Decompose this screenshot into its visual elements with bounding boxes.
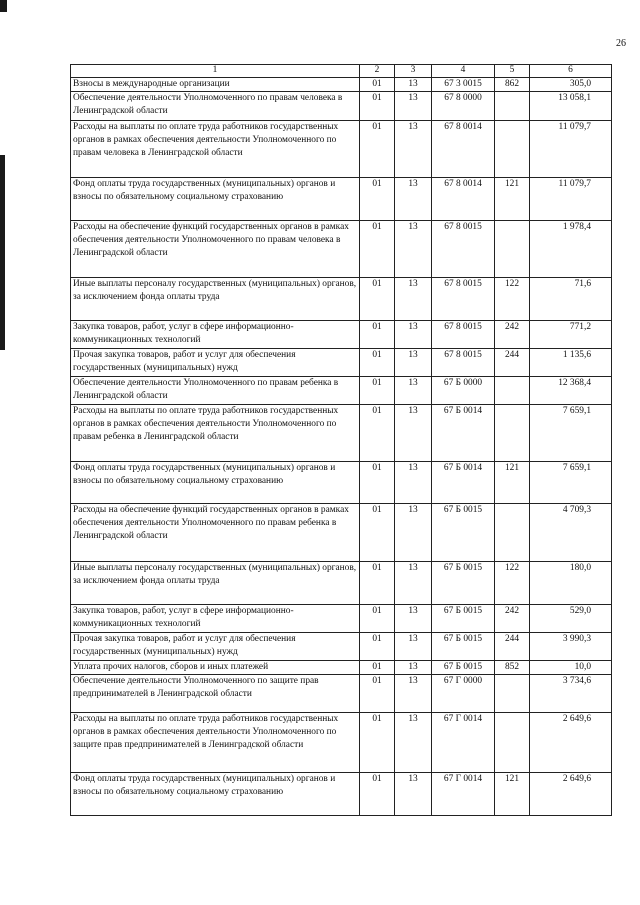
row-expense-type: 121 [495, 178, 530, 221]
table-row [71, 661, 612, 675]
row-name: Иные выплаты персоналу государственных (муниципальных) органов, за исключением фонда оплаты труда [71, 278, 360, 321]
row-expense-type: 121 [495, 462, 530, 504]
row-article: 67 8 0000 [432, 92, 495, 121]
column-number-header: 5 [495, 65, 530, 78]
row-expense-type [495, 121, 530, 178]
row-sum: 12 368,4 [530, 377, 612, 405]
row-article: 67 Г 0014 [432, 773, 495, 816]
row-name: Обеспечение деятельности Уполномоченного по правам человека в Ленинградской области [71, 92, 360, 121]
row-section: 01 [360, 121, 395, 178]
row-subsection: 13 [395, 278, 432, 321]
row-expense-type [495, 221, 530, 278]
column-number-header: 2 [360, 65, 395, 78]
row-section: 01 [360, 78, 395, 92]
row-sum: 529,0 [530, 605, 612, 633]
table-row [71, 713, 612, 773]
scan-edge-mark [0, 0, 7, 12]
row-sum: 11 079,7 [530, 121, 612, 178]
table-header-row [71, 65, 612, 78]
page-number: 26 [616, 38, 626, 49]
row-name: Фонд оплаты труда государственных (муниципальных) органов и взносы по обязательному социальному страхованию [71, 462, 360, 504]
row-subsection: 13 [395, 773, 432, 816]
row-section: 01 [360, 713, 395, 773]
row-expense-type: 121 [495, 773, 530, 816]
row-article: 67 8 0015 [432, 321, 495, 349]
row-subsection: 13 [395, 504, 432, 562]
row-subsection: 13 [395, 377, 432, 405]
row-sum: 771,2 [530, 321, 612, 349]
row-sum: 7 659,1 [530, 462, 612, 504]
row-section: 01 [360, 773, 395, 816]
row-sum: 3 734,6 [530, 675, 612, 713]
row-article: 67 Б 0015 [432, 661, 495, 675]
table-row [71, 633, 612, 661]
row-subsection: 13 [395, 661, 432, 675]
row-sum: 1 135,6 [530, 349, 612, 377]
row-name: Обеспечение деятельности Уполномоченного по правам ребенка в Ленинградской области [71, 377, 360, 405]
table-row [71, 377, 612, 405]
table-row [71, 349, 612, 377]
row-name: Уплата прочих налогов, сборов и иных платежей [71, 661, 360, 675]
row-sum: 71,6 [530, 278, 612, 321]
row-article: 67 Б 0015 [432, 605, 495, 633]
row-expense-type: 862 [495, 78, 530, 92]
table-row [71, 562, 612, 605]
row-section: 01 [360, 605, 395, 633]
row-name: Обеспечение деятельности Уполномоченного по защите прав предпринимателей в Ленинградской области [71, 675, 360, 713]
row-name: Расходы на обеспечение функций государственных органов в рамках обеспечения деятельности Уполномоченного по правам человека в Ленинградской области [71, 221, 360, 278]
row-expense-type: 244 [495, 349, 530, 377]
row-section: 01 [360, 278, 395, 321]
table-row [71, 78, 612, 92]
row-expense-type: 122 [495, 278, 530, 321]
row-article: 67 Б 0000 [432, 377, 495, 405]
row-section: 01 [360, 405, 395, 462]
row-name: Закупка товаров, работ, услуг в сфере информационно-коммуникационных технологий [71, 321, 360, 349]
row-name: Закупка товаров, работ, услуг в сфере информационно-коммуникационных технологий [71, 605, 360, 633]
row-expense-type [495, 504, 530, 562]
row-article: 67 Б 0014 [432, 462, 495, 504]
row-article: 67 Г 0000 [432, 675, 495, 713]
table-row [71, 405, 612, 462]
row-sum: 7 659,1 [530, 405, 612, 462]
row-article: 67 8 0015 [432, 221, 495, 278]
row-subsection: 13 [395, 405, 432, 462]
row-subsection: 13 [395, 462, 432, 504]
row-expense-type: 244 [495, 633, 530, 661]
column-number-header: 3 [395, 65, 432, 78]
row-sum: 11 079,7 [530, 178, 612, 221]
row-section: 01 [360, 377, 395, 405]
row-name: Взносы в международные организации [71, 78, 360, 92]
row-sum: 305,0 [530, 78, 612, 92]
row-section: 01 [360, 321, 395, 349]
row-sum: 3 990,3 [530, 633, 612, 661]
column-number-header: 6 [530, 65, 612, 78]
table-row [71, 675, 612, 713]
row-section: 01 [360, 178, 395, 221]
row-article: 67 Б 0014 [432, 405, 495, 462]
row-section: 01 [360, 562, 395, 605]
row-expense-type: 242 [495, 605, 530, 633]
row-section: 01 [360, 462, 395, 504]
row-subsection: 13 [395, 78, 432, 92]
column-number-header: 4 [432, 65, 495, 78]
row-article: 67 Б 0015 [432, 504, 495, 562]
table-row [71, 278, 612, 321]
row-name: Расходы на выплаты по оплате труда работников государственных органов в рамках обеспечения деятельности Уполномоченного по защите прав предпринимателей в Ленинградской области [71, 713, 360, 773]
table-row [71, 773, 612, 816]
row-expense-type: 852 [495, 661, 530, 675]
table-row [71, 92, 612, 121]
row-sum: 180,0 [530, 562, 612, 605]
row-subsection: 13 [395, 675, 432, 713]
row-expense-type [495, 675, 530, 713]
row-section: 01 [360, 675, 395, 713]
row-subsection: 13 [395, 633, 432, 661]
row-article: 67 3 0015 [432, 78, 495, 92]
table-row [71, 221, 612, 278]
row-name: Расходы на выплаты по оплате труда работников государственных органов в рамках обеспечения деятельности Уполномоченного по правам человека в Ленинградской области [71, 121, 360, 178]
table-row [71, 178, 612, 221]
row-section: 01 [360, 221, 395, 278]
row-expense-type [495, 713, 530, 773]
row-article: 67 8 0015 [432, 278, 495, 321]
row-expense-type: 122 [495, 562, 530, 605]
row-expense-type [495, 377, 530, 405]
row-section: 01 [360, 661, 395, 675]
budget-table [70, 64, 612, 816]
row-section: 01 [360, 92, 395, 121]
table-row [71, 605, 612, 633]
row-subsection: 13 [395, 713, 432, 773]
row-subsection: 13 [395, 605, 432, 633]
scan-margin-bar [0, 155, 5, 350]
row-sum: 2 649,6 [530, 773, 612, 816]
column-number-header: 1 [71, 65, 360, 78]
row-article: 67 Б 0015 [432, 562, 495, 605]
table-row [71, 121, 612, 178]
row-article: 67 8 0015 [432, 349, 495, 377]
row-sum: 13 058,1 [530, 92, 612, 121]
row-name: Прочая закупка товаров, работ и услуг для обеспечения государственных (муниципальных) нужд [71, 633, 360, 661]
row-sum: 1 978,4 [530, 221, 612, 278]
row-expense-type [495, 405, 530, 462]
row-name: Прочая закупка товаров, работ и услуг для обеспечения государственных (муниципальных) нужд [71, 349, 360, 377]
row-subsection: 13 [395, 92, 432, 121]
row-article: 67 Б 0015 [432, 633, 495, 661]
row-section: 01 [360, 349, 395, 377]
row-subsection: 13 [395, 562, 432, 605]
row-sum: 2 649,6 [530, 713, 612, 773]
row-article: 67 8 0014 [432, 121, 495, 178]
row-name: Расходы на обеспечение функций государственных органов в рамках обеспечения деятельности Уполномоченного по правам ребенка в Ленинградской области [71, 504, 360, 562]
row-name: Расходы на выплаты по оплате труда работников государственных органов в рамках обеспечения деятельности Уполномоченного по правам ребенка в Ленинградской области [71, 405, 360, 462]
row-name: Фонд оплаты труда государственных (муниципальных) органов и взносы по обязательному социальному страхованию [71, 178, 360, 221]
row-name: Фонд оплаты труда государственных (муниципальных) органов и взносы по обязательному социальному страхованию [71, 773, 360, 816]
row-name: Иные выплаты персоналу государственных (муниципальных) органов, за исключением фонда оплаты труда [71, 562, 360, 605]
row-section: 01 [360, 504, 395, 562]
row-section: 01 [360, 633, 395, 661]
row-sum: 4 709,3 [530, 504, 612, 562]
row-article: 67 Г 0014 [432, 713, 495, 773]
row-expense-type: 242 [495, 321, 530, 349]
table-row [71, 321, 612, 349]
row-subsection: 13 [395, 321, 432, 349]
row-sum: 10,0 [530, 661, 612, 675]
row-subsection: 13 [395, 178, 432, 221]
row-subsection: 13 [395, 221, 432, 278]
table-row [71, 504, 612, 562]
table-row [71, 462, 612, 504]
row-expense-type [495, 92, 530, 121]
row-subsection: 13 [395, 121, 432, 178]
row-article: 67 8 0014 [432, 178, 495, 221]
row-subsection: 13 [395, 349, 432, 377]
